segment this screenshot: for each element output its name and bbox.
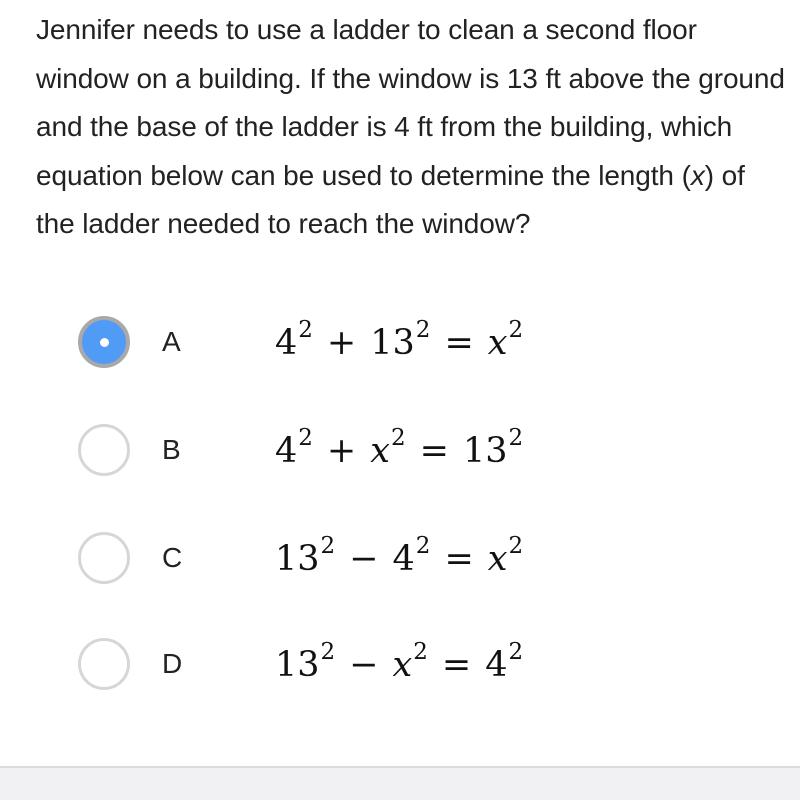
equation-operator: + (326, 323, 357, 363)
question-text-after: ) of the ladder needed to reach the window? (36, 159, 745, 239)
option-letter-a: A (162, 326, 181, 357)
term-variable: x (487, 323, 508, 363)
answer-option-c[interactable] (74, 527, 754, 591)
radio-dot-icon (100, 338, 109, 347)
term-base: 13 (462, 431, 508, 471)
equation-term (370, 425, 406, 471)
equation-term (275, 533, 336, 579)
equation-c (275, 533, 524, 581)
term-base: 13 (275, 645, 320, 685)
equation-operator: − (349, 539, 379, 579)
equation-operator: − (349, 645, 379, 685)
equation-a (275, 317, 524, 365)
option-letter-c: C (162, 542, 183, 573)
term-base: 4 (275, 431, 298, 471)
equation-term (485, 639, 524, 685)
term-exponent: 2 (391, 425, 406, 452)
radio-button-b[interactable] (78, 424, 130, 476)
term-exponent: 2 (415, 317, 431, 344)
term-exponent: 2 (508, 533, 524, 560)
term-exponent: 2 (320, 639, 336, 666)
footer-bar (0, 766, 800, 800)
radio-button-c[interactable] (78, 532, 130, 584)
option-letter-d: D (162, 648, 183, 679)
term-exponent: 2 (415, 533, 431, 560)
equation-operator: = (444, 323, 474, 363)
equation-operator: = (441, 645, 472, 685)
term-variable: x (487, 539, 508, 579)
equation-operator: = (444, 539, 474, 579)
term-exponent: 2 (298, 425, 313, 452)
option-letter-b: B (162, 434, 181, 465)
equation-term (370, 317, 431, 363)
answer-option-d[interactable] (74, 633, 754, 697)
equation-operator: + (326, 431, 357, 471)
term-exponent: 2 (508, 317, 524, 344)
term-exponent: 2 (320, 533, 336, 560)
equation-term (462, 425, 524, 471)
term-exponent: 2 (508, 425, 524, 452)
term-base: 13 (275, 539, 320, 579)
term-base: 4 (485, 645, 508, 685)
radio-button-d[interactable] (78, 638, 130, 690)
equation-term (392, 533, 431, 579)
term-base: 13 (370, 323, 415, 363)
term-exponent: 2 (413, 639, 428, 666)
equation-term (275, 639, 336, 685)
radio-button-a[interactable] (78, 316, 130, 368)
term-exponent: 2 (508, 639, 524, 666)
term-variable: x (370, 431, 390, 471)
term-variable: x (392, 645, 413, 685)
equation-d (275, 639, 524, 687)
equation-term (275, 317, 313, 363)
equation-term (487, 533, 524, 579)
equation-term (275, 425, 313, 471)
question-text (36, 6, 786, 249)
equation-b (275, 425, 524, 473)
equation-operator: = (419, 431, 449, 471)
question-text-before: Jennifer needs to use a ladder to clean a second floor window on a building. If the window is 13 ft above the ground and the base of the ladder is 4 ft from the building, which equation below can be used to determine the length ( (36, 14, 785, 191)
question-variable: x (690, 159, 705, 191)
term-base: 4 (392, 539, 415, 579)
term-exponent: 2 (298, 317, 313, 344)
equation-term (487, 317, 524, 363)
term-base: 4 (275, 323, 298, 363)
equation-term (392, 639, 428, 685)
answer-option-b[interactable] (74, 419, 754, 483)
answer-option-a[interactable] (74, 311, 754, 375)
